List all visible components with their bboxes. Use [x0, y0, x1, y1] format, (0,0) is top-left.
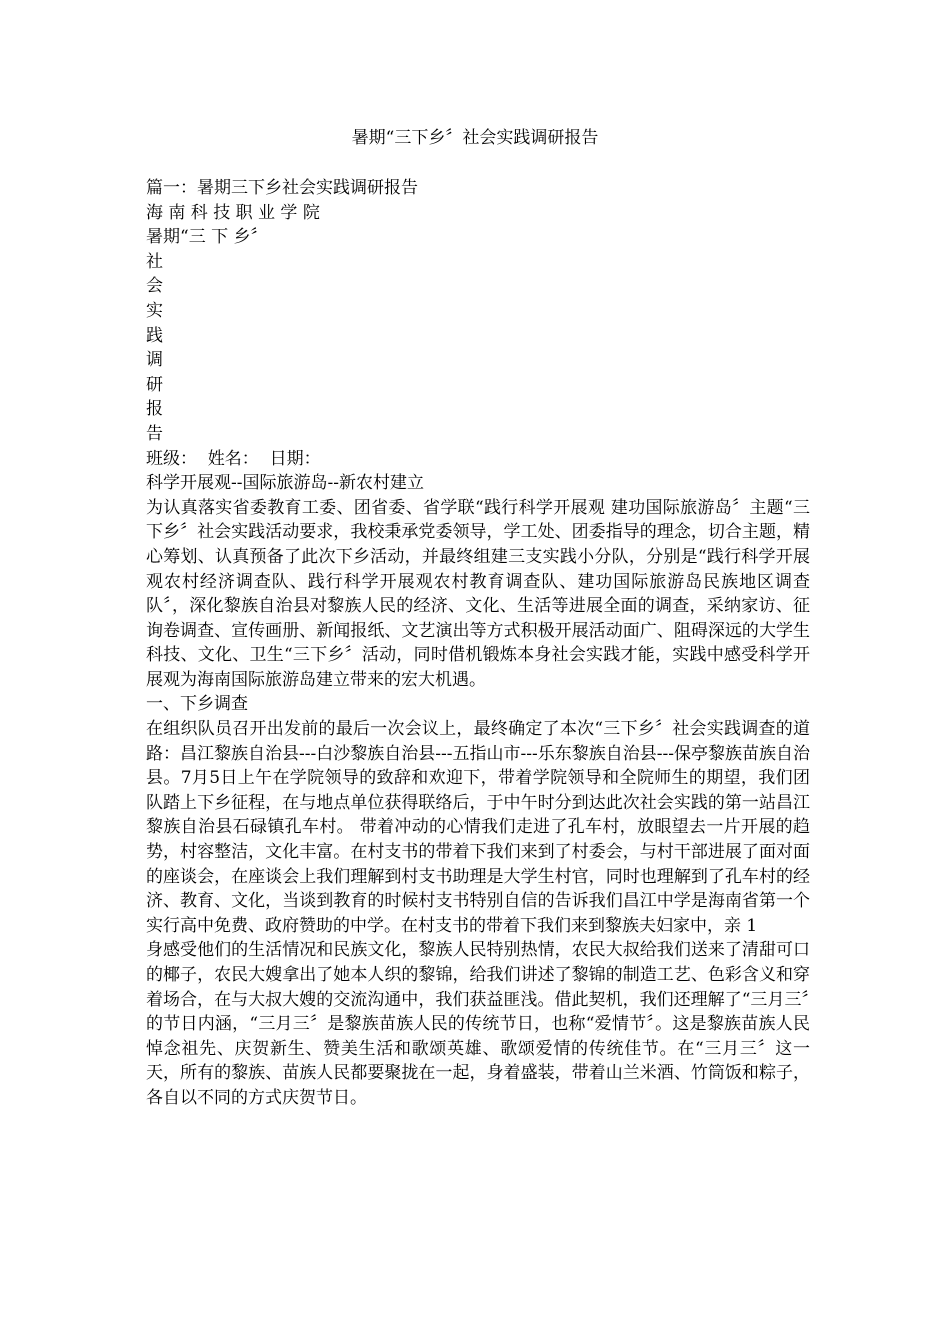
- vertical-char-6: 研: [146, 374, 163, 395]
- vertical-char-4: 践: [146, 325, 163, 346]
- vertical-char-8: 告: [146, 423, 163, 444]
- intro-paragraph: 为认真落实省委教育工委、团省委、省学联“践行科学开展观 建功国际旅游岛〞主题“三下乡〞社会实践活动要求，我校秉承党委领导，学工处、团委指导的理念，切合主题，精心筹划、认真预备了此次下乡活动，并最终组建三支实践小分队，分别是“践行科学开展观农村经济调查队、践行科学开展观农村教育调查队、建功国际旅游岛民族地区调查队〞，深化黎族自治县对黎族人民的经济、文化、生活等进展全面的调查，采纳家访、征询卷调查、宣传画册、新闻报纸、文艺演出等方式积极开展活动面广、阻碍深远的大学生科技、文化、卫生“三下乡〞活动，同时借机锻炼本身社会实践才能，实践中感受科学开展观为海南国际旅游岛建立带来的宏大机遇。: [146, 497, 810, 690]
- document-title: 暑期“三下乡〞社会实践调研报告: [351, 128, 599, 148]
- form-fields-line: 班级： 姓名： 日期：: [146, 448, 321, 469]
- vertical-char-7: 报: [146, 399, 163, 420]
- report-subtitle: 暑期“三 下 乡〞: [146, 227, 268, 248]
- document-body: [146, 176, 810, 1111]
- section-heading-survey: 一、下乡调查: [146, 694, 248, 715]
- vertical-char-1: 社: [146, 251, 163, 272]
- vertical-char-3: 实: [146, 300, 163, 321]
- motto-line: 科学开展观--国际旅游岛--新农村建立: [146, 473, 424, 494]
- vertical-char-5: 调: [146, 350, 163, 371]
- school-name: 海 南 科 技 职 业 学 院: [146, 202, 320, 223]
- heading-part-one: 篇一：暑期三下乡社会实践调研报告: [146, 178, 418, 198]
- culture-paragraph: 身感受他们的生活情况和民族文化，黎族人民特别热情，农民大叔给我们送来了清甜可口的椰子，农民大嫂拿出了她本人织的黎锦，给我们讲述了黎锦的制造工艺、色彩含义和穿着场合，在与大叔大嫂的交流沟通中，我们获益匪浅。借此契机，我们还理解了“三月三〞的节日内涵，“三月三〞是黎族苗族人民的传统节日，也称“爱情节〞。这是黎族苗族人民悼念祖先、庆贺新生、赞美生活和歌颂英雄、歌颂爱情的传统佳节。在“三月三〞这一天，所有的黎族、苗族人民都要聚拢在一起，身着盛装，带着山兰米酒、竹筒饭和粽子，各自以不同的方式庆贺节日。: [146, 940, 810, 1108]
- survey-paragraph: 在组织队员召开出发前的最后一次会议上，最终确定了本次“三下乡〞社会实践调查的道路：昌江黎族自治县---白沙黎族自治县---五指山市---乐东黎族自治县---保亭黎族苗族自治县。7月5日上午在学院领导的致辞和欢迎下，带着学院领导和全院师生的期望，我们团队踏上下乡征程，在与地点单位获得联络后，于中午时分到达此次社会实践的第一站昌江黎族自治县石碌镇孔车村。 带着冲动的心情我们走进了孔车村，放眼望去一片开展的趋势，村容整洁，文化丰富。在村支书的带着下我们来到了村委会，与村干部进展了面对面的座谈会，在座谈会上我们理解到村支书助理是大学生村官，同时也理解到了孔车村的经济、教育、文化，当谈到教育的时候村支书特别自信的告诉我们昌江中学是海南省第一个实行高中免费、政府赞助的中学。在村支书的带着下我们来到黎族夫妇家中，亲 1: [146, 719, 810, 936]
- vertical-char-2: 会: [146, 276, 163, 297]
